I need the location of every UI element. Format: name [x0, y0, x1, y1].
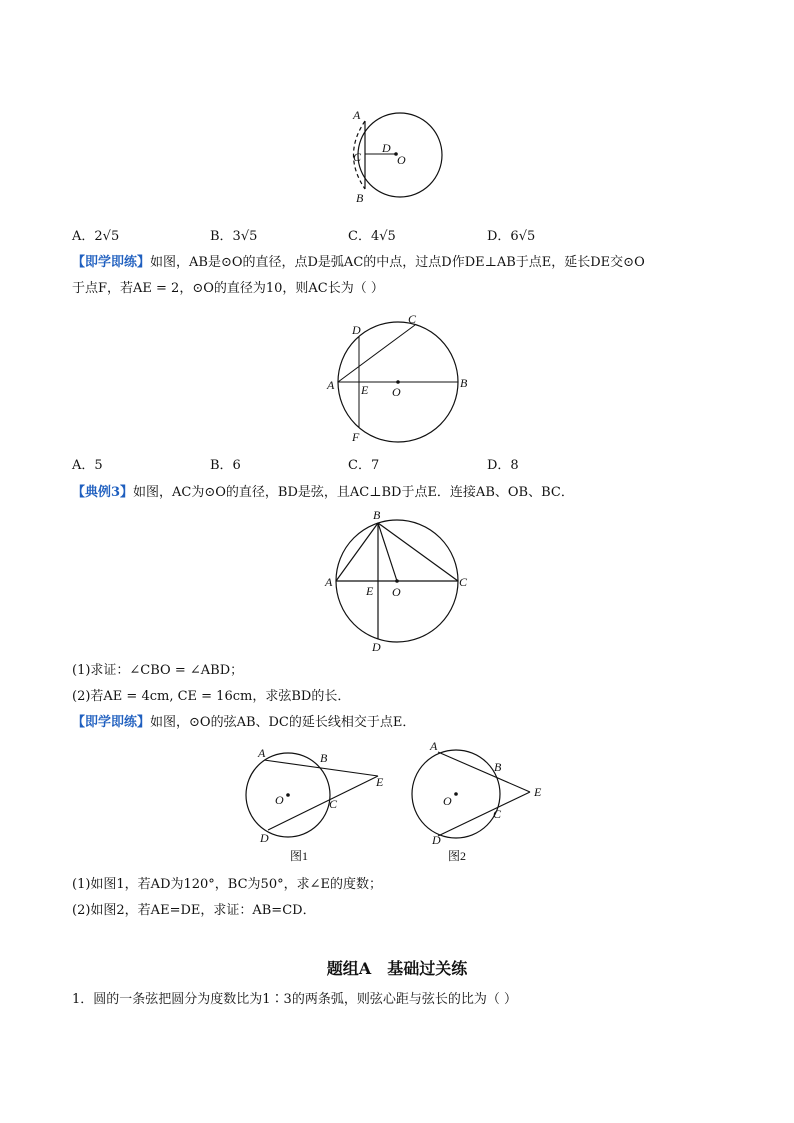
label-b: B [373, 508, 381, 522]
label-a: A [430, 739, 438, 753]
option-a: A．5 [72, 458, 103, 473]
label-d: D [382, 141, 391, 155]
label-b: B [460, 376, 468, 390]
example3-text: 如图，AC为⊙O的直径，BD是弦，且AC⊥BD于点E．连接AB、OB、BC． [133, 485, 574, 500]
practice2-tag: 【即学即练】 [72, 715, 151, 730]
label-o: O [397, 153, 406, 167]
label-o: O [275, 793, 284, 807]
figure-circle-diameter-ab [320, 310, 480, 450]
caption-fig1: 图1 [290, 849, 309, 863]
label-d: D [372, 640, 381, 654]
label-e: E [534, 785, 542, 799]
label-o: O [443, 794, 452, 808]
label-d: D [352, 323, 361, 337]
label-d: D [432, 833, 441, 847]
label-a: A [353, 108, 361, 122]
figure-circle-diameter-ac [320, 505, 480, 655]
label-o: O [392, 385, 401, 399]
label-c: C [459, 575, 468, 589]
option-b: B．6 [210, 458, 241, 473]
question-1: 1．圆的一条弦把圆分为度数比为1∶3的两条弧，则弦心距与弦长的比为（ ） [72, 992, 517, 1007]
practice1-tag: 【即学即练】 [72, 255, 151, 270]
label-b: B [320, 751, 328, 765]
option-b: B．3√5 [210, 229, 258, 244]
label-d: D [260, 831, 269, 845]
caption-fig2: 图2 [448, 849, 467, 863]
label-c: C [329, 797, 338, 811]
practice2-line [72, 714, 415, 732]
label-o: O [392, 585, 401, 599]
option-c: C．7 [348, 458, 380, 473]
example3-tag: 【典例3】 [72, 485, 134, 500]
label-e: E [376, 775, 384, 789]
figure-two-circles [238, 738, 558, 868]
option-a: A．2√5 [72, 229, 120, 244]
practice2-text: 如图，⊙O的弦AB、DC的延长线相交于点E． [150, 715, 416, 730]
section-heading: 题组A 基础过关练 [326, 959, 468, 978]
option-c: C．4√5 [348, 229, 396, 244]
practice1-line1 [72, 254, 645, 272]
label-e: E [361, 383, 369, 397]
figure-circle-chord-ab [330, 100, 460, 210]
practice1-line2: 于点F，若AE = 2，⊙O的直径为10，则AC长为（ ） [72, 281, 384, 296]
practice2-part1: (1)如图1，若AD为120°，BC为50°，求∠E的度数； [72, 877, 382, 892]
example3-part2: (2)若AE = 4cm, CE = 16cm，求弦BD的长． [72, 689, 351, 704]
label-c: C [493, 807, 502, 821]
option-d: D．6√5 [487, 229, 536, 244]
label-b: B [356, 191, 364, 205]
practice2-part2: (2)如图2，若AE=DE，求证：AB=CD． [72, 903, 316, 918]
label-a: A [327, 378, 335, 392]
label-a: A [258, 746, 266, 760]
label-a: A [325, 575, 333, 589]
label-c: C [408, 312, 417, 326]
example3-part1: (1)求证：∠CBO = ∠ABD； [72, 663, 244, 678]
label-f: F [352, 430, 360, 444]
practice1-text: 如图，AB是⊙O的直径，点D是弧AC的中点，过点D作DE⊥AB于点E，延长DE交⊙O [150, 255, 645, 270]
label-c: C [353, 150, 362, 164]
label-e: E [366, 584, 374, 598]
example3-line [72, 484, 574, 502]
label-b: B [494, 760, 502, 774]
option-d: D．8 [487, 458, 519, 473]
